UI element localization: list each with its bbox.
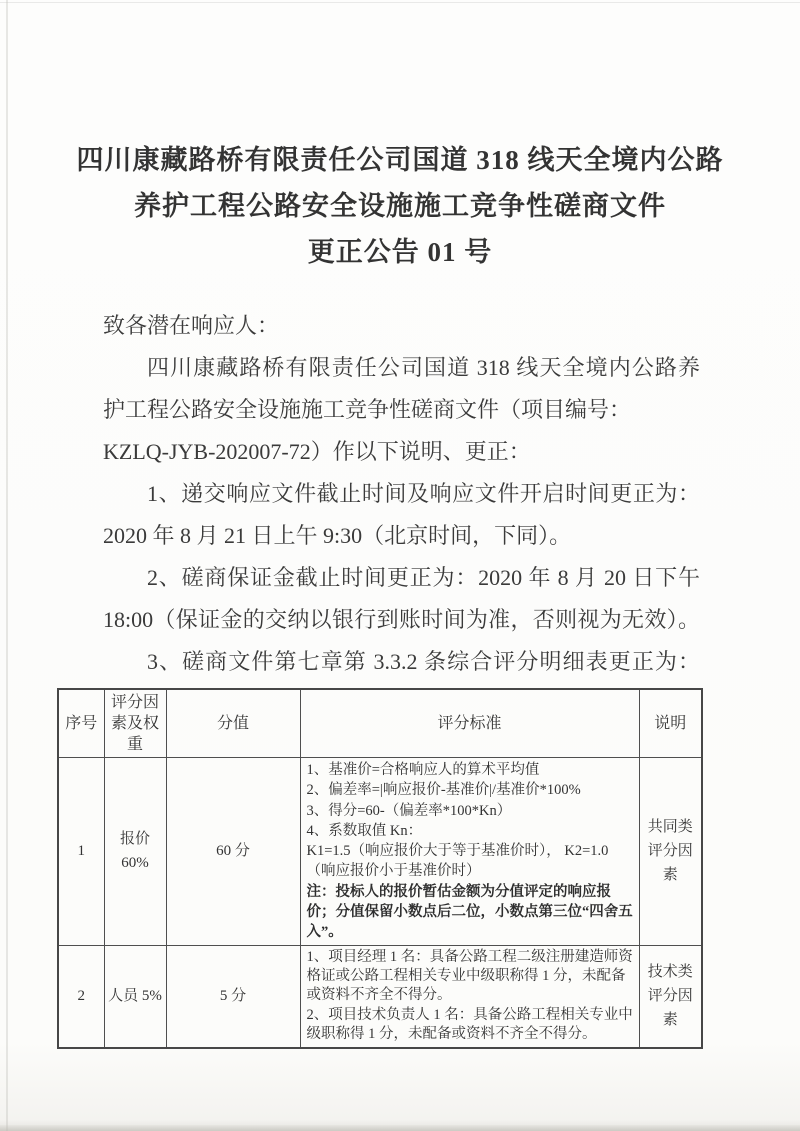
- title-line-3: 更正公告 01 号: [307, 237, 493, 267]
- criteria-line: 1、基准价=合格响应人的算术平均值: [306, 762, 540, 778]
- header-cell-seq: 序号: [58, 689, 104, 758]
- table-row: [58, 758, 702, 946]
- cell-seq: 2: [58, 945, 104, 1048]
- factor-line: 60%: [121, 855, 149, 872]
- criteria-line: 3、得分=60-（偏差率*100*Kn）: [306, 802, 512, 819]
- cell-criteria: [300, 945, 639, 1048]
- header-cell-factor: 评分因素及权重: [104, 689, 166, 758]
- body-text-line: 护工程公路安全设施施工竞争性磋商文件（项目编号：: [103, 397, 632, 422]
- header-cell-note: 说明: [639, 689, 702, 758]
- cell-factor: [104, 945, 166, 1048]
- scan-edge-left: [6, 0, 8, 1131]
- body-text-line: 18:00（保证金的交纳以银行到账时间为准，否则视为无效）。: [103, 607, 700, 632]
- criteria-line: 2、偏差率=|响应报价-基准价|/基准价*100%: [306, 782, 581, 799]
- title-line-2: 养护工程公路安全设施施工竞争性磋商文件: [134, 191, 666, 221]
- criteria-line: 注：投标人的报价暂估金额为分值评定的响应报价；分值保留小数点后二位，小数点第三位“四舍五入”。: [306, 883, 633, 941]
- cell-score: 5 分: [166, 945, 300, 1048]
- document-title: [50, 137, 750, 275]
- criteria-line: K1=1.5（响应报价大于等于基准价时）， K2=1.0（响应报价小于基准价时）: [306, 843, 609, 880]
- scoring-criteria-table: [57, 688, 703, 1049]
- scan-edge-bottom: [0, 1125, 800, 1131]
- body-text-line: KZLQ-JYB-202007-72）作以下说明、更正：: [103, 439, 531, 464]
- body-text-line: 2020 年 8 月 21 日上午 9:30（北京时间，下同）。: [103, 523, 572, 548]
- cell-seq: 1: [58, 758, 104, 946]
- criteria-line: 1、项目经理 1 名：具备公路工程二级注册建造师资格证或公路工程相关专业中级职称得 1 分，未配备或资料不齐全不得分。: [306, 948, 633, 1004]
- body-text-line: 3、磋商文件第七章第 3.3.2 条综合评分明细表更正为：: [147, 649, 700, 674]
- cell-criteria: [300, 758, 639, 946]
- header-cell-criteria: 评分标准: [300, 689, 639, 758]
- cell-note: 共同类评分因素: [639, 758, 702, 946]
- body-text-line: 2、磋商保证金截止时间更正为：2020 年 8 月 20 日下午: [147, 565, 700, 590]
- table-header-row: [58, 689, 702, 758]
- body-text-line: 1、递交响应文件截止时间及响应文件开启时间更正为：: [147, 481, 700, 506]
- factor-line: 人员 5%: [108, 988, 162, 1005]
- cell-note: 技术类评分因素: [639, 945, 702, 1048]
- factor-line: 报价: [119, 831, 150, 848]
- cell-factor: [104, 758, 166, 946]
- header-cell-score: 分值: [166, 689, 300, 758]
- cell-score: 60 分: [166, 758, 300, 946]
- title-line-1: 四川康藏路桥有限责任公司国道 318 线天全境内公路: [76, 145, 724, 175]
- criteria-line: 2、项目技术负责人 1 名：具备公路工程相关专业中级职称得 1 分，未配备或资料不齐全不得分。: [306, 1006, 633, 1043]
- criteria-line: 4、系数取值 Kn：: [306, 822, 423, 839]
- scan-edge-top: [0, 2, 800, 3]
- body-text-line: 四川康藏路桥有限责任公司国道 318 线天全境内公路养: [147, 355, 700, 380]
- document-body-text: [103, 305, 700, 683]
- body-text-line: 致各潜在响应人：: [103, 313, 280, 338]
- table-row: [58, 945, 702, 1048]
